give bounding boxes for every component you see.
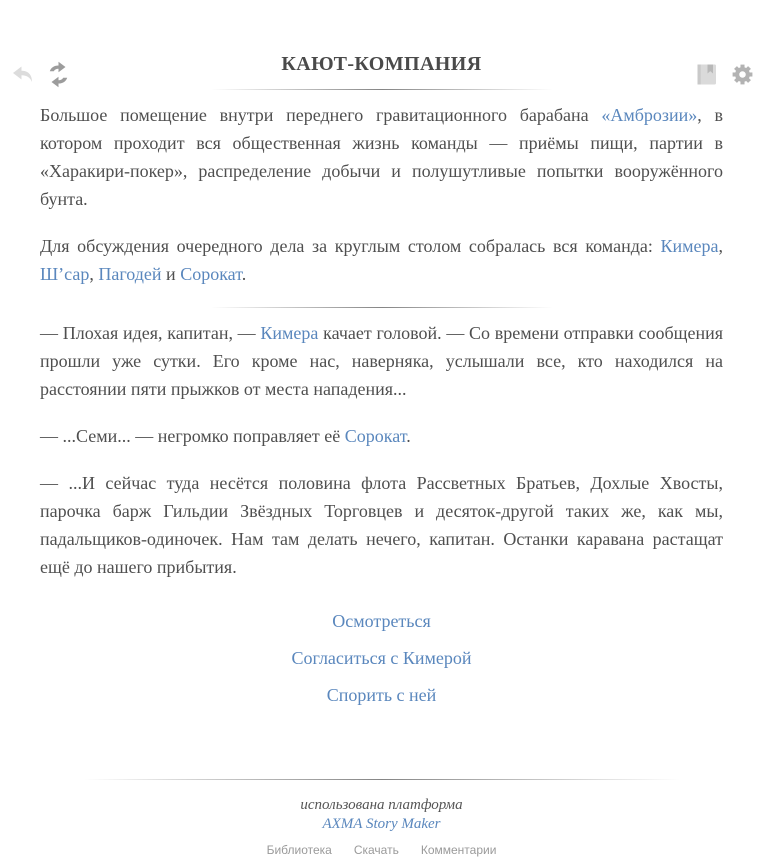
- story-text: Большое помещение внутри переднего гравитационного барабана: [40, 105, 602, 125]
- story-text: .: [406, 426, 411, 446]
- settings-gear-icon: [729, 61, 756, 88]
- footer-nav-link[interactable]: Комментарии: [420, 843, 497, 857]
- story-paragraph: [40, 232, 723, 288]
- story-paragraph: [40, 422, 723, 450]
- choice-link[interactable]: Спорить с ней: [326, 685, 437, 705]
- platform-link-row: [40, 815, 723, 834]
- footer: [40, 779, 723, 857]
- story-text: ,: [89, 264, 99, 284]
- page-title: КАЮТ-КОМПАНИЯ: [281, 53, 482, 75]
- story-inline-link[interactable]: Кимера: [660, 236, 719, 256]
- story-inline-link[interactable]: Сорокат: [180, 264, 242, 284]
- restart-icon: [45, 61, 72, 88]
- toolbar-left: [9, 61, 72, 88]
- story-text: — ...И сейчас туда несётся половина флота Рассветных Братьев, Дохлые Хвосты, парочка барж Гильдии Звёздных Торговцев и десяток-другой таких же, как мы, падальщиков-одиночек. Нам там делать нечего, капитан. Останки каравана растащат ещё до нашего прибытия.: [40, 473, 723, 577]
- undo-button[interactable]: [9, 61, 36, 88]
- choice-link[interactable]: Согласиться с Кимерой: [291, 648, 472, 668]
- library-book-icon: [693, 61, 720, 88]
- story-text: , в котором проходит вся общественная жизнь команды — приёмы пищи, партии в «Харакири-покер», распределение добычи и полушутливые попытки вооружённого бунта.: [40, 105, 723, 209]
- library-button[interactable]: [693, 61, 720, 88]
- story-paragraph: [40, 101, 723, 213]
- settings-button[interactable]: [729, 61, 756, 88]
- story-text: ,: [718, 236, 723, 256]
- story-paragraph: [40, 319, 723, 403]
- title-divider: [211, 89, 553, 90]
- toolbar-right: [693, 61, 756, 88]
- story-paragraph: [40, 469, 723, 581]
- section-divider: [211, 307, 553, 308]
- story-text: .: [241, 264, 247, 284]
- story-blocks: [40, 101, 723, 581]
- story-text: — ...Семи... — негромко поправляет её: [40, 426, 345, 446]
- story-text: и: [161, 264, 181, 284]
- platform-link[interactable]: AXMA Story Maker: [322, 816, 441, 832]
- footer-nav-link[interactable]: Скачать: [353, 843, 399, 857]
- choice-list: [40, 607, 723, 709]
- story-text: Для обсуждения очередного дела за круглым столом собралась вся команда:: [40, 236, 661, 256]
- restart-button[interactable]: [45, 61, 72, 88]
- undo-icon: [9, 61, 36, 88]
- story-text: качает головой. — Со времени отправки сообщения прошли уже сутки. Его кроме нас, наверняка, услышали все, кто находился на расстоянии пяти прыжков от места нападения...: [40, 323, 723, 399]
- story-text: — Плохая идея, капитан, —: [40, 323, 261, 343]
- platform-note: использована платформа: [300, 797, 463, 813]
- story-inline-link[interactable]: Кимера: [260, 323, 319, 343]
- footer-nav-link[interactable]: Библиотека: [266, 843, 332, 857]
- story-page: [40, 52, 723, 857]
- footer-nav: [40, 843, 723, 857]
- story-inline-link[interactable]: Сорокат: [344, 426, 407, 446]
- footer-divider: [84, 779, 680, 780]
- story-inline-link[interactable]: «Амброзии»: [601, 105, 698, 125]
- story-inline-link[interactable]: Пагодей: [98, 264, 162, 284]
- story-inline-link[interactable]: Ш’сар: [40, 264, 90, 284]
- choice-link[interactable]: Осмотреться: [332, 611, 431, 631]
